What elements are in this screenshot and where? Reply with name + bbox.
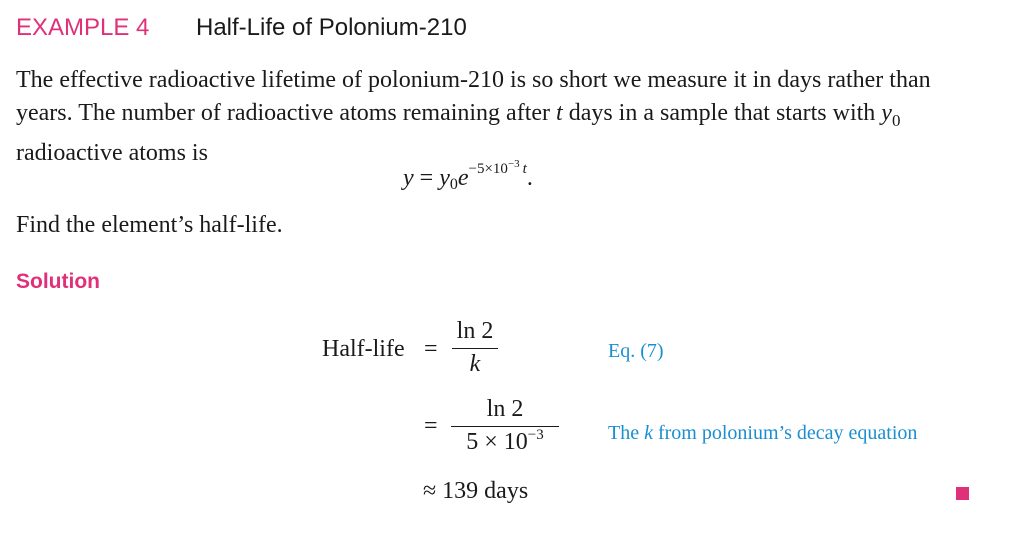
formula-lhs: y	[403, 165, 414, 191]
formula-e: e	[457, 165, 469, 191]
example-label: EXAMPLE 4	[16, 14, 150, 41]
step2-note	[608, 422, 917, 445]
step1-numerator: ln 2	[456, 318, 494, 344]
step2-note-post: from polonium’s decay equation	[652, 422, 918, 444]
formula-equals: =	[413, 165, 440, 191]
approx-sign: ≈	[423, 478, 437, 504]
step1-note: Eq. (7)	[608, 340, 664, 362]
step2-note-var: k	[644, 422, 653, 444]
problem-text-1: The effective radioactive lifetime of polonium-210 is so short we measure it in days rather than years. The number of radioactive atoms remaining after	[16, 67, 931, 126]
formula-period: .	[526, 165, 533, 191]
formula-y0-subscript: 0	[449, 176, 458, 193]
step2-denominator	[451, 429, 559, 456]
formula-exponent	[468, 158, 527, 177]
problem-paragraph	[16, 64, 991, 170]
half-life-label: Half-life	[322, 336, 405, 362]
step2-equals: =	[424, 413, 438, 439]
step1-fraction	[452, 318, 498, 378]
step2-fraction	[451, 396, 559, 456]
var-y0-subscript: 0	[891, 110, 901, 130]
var-y0: y	[881, 100, 892, 126]
solution-heading: Solution	[16, 270, 100, 293]
exponent-var: t	[522, 161, 527, 177]
exponent-power: −3	[507, 158, 520, 170]
step2-den-base: 5 × 10	[466, 429, 528, 455]
exponent-base: −5×10	[468, 161, 508, 177]
step1-denominator: k	[469, 351, 481, 377]
decay-formula	[403, 158, 533, 193]
step2-note-pre: The	[608, 422, 645, 444]
problem-question: Find the element’s half-life.	[16, 212, 283, 238]
problem-text-3: radioactive atoms is	[16, 139, 208, 166]
step3-result	[423, 478, 528, 505]
result-value: 139 days	[442, 478, 529, 504]
var-t: t	[556, 100, 563, 126]
formula-y0: y	[439, 165, 450, 191]
end-of-example-marker	[956, 487, 969, 500]
step2-numerator: ln 2	[486, 396, 524, 422]
step1-equals: =	[424, 336, 438, 362]
problem-text-2: days in a sample that starts with	[562, 100, 882, 126]
step1-fraction-bar	[452, 348, 498, 349]
step2-den-power: −3	[527, 427, 544, 443]
example-title: Half-Life of Polonium-210	[196, 14, 467, 41]
